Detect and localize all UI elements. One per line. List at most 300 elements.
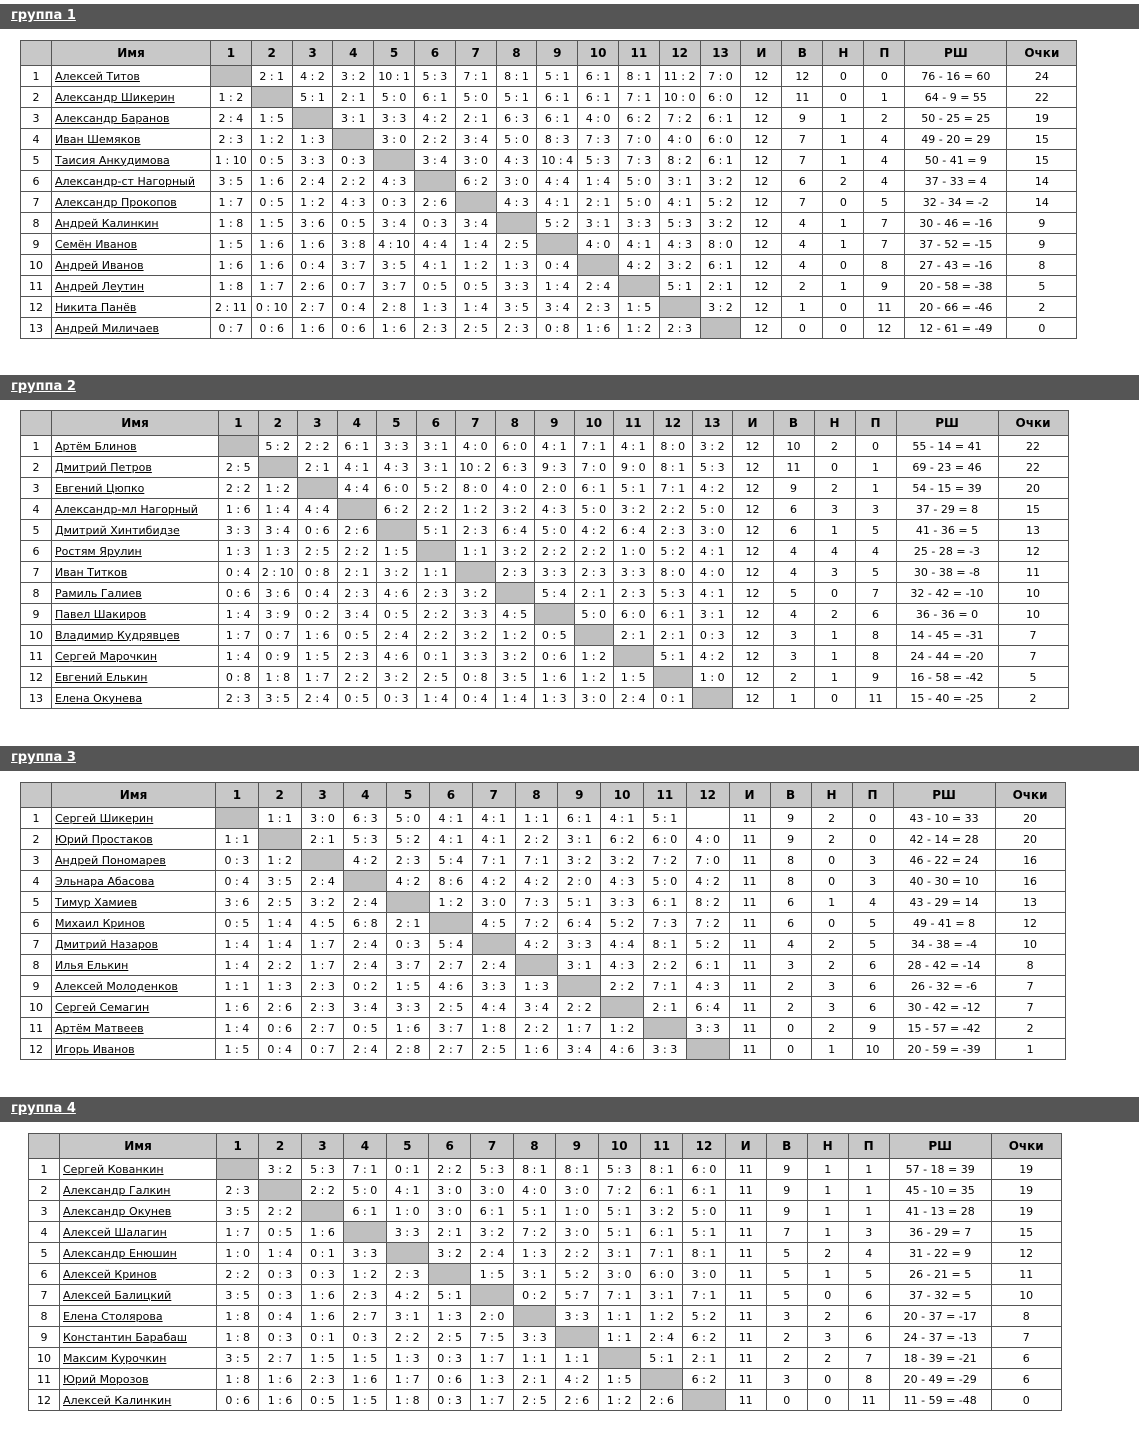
result-cell: 2 : 7 <box>301 1018 344 1039</box>
games-cell: 12 <box>732 688 773 709</box>
points-cell: 6 <box>991 1369 1061 1390</box>
result-cell: 6 : 4 <box>558 913 601 934</box>
losses-cell: 7 <box>864 213 905 234</box>
result-cell: 3 : 3 <box>344 1243 386 1264</box>
games-cell: 11 <box>725 1348 766 1369</box>
opponent-number-header: 1 <box>211 41 252 66</box>
player-name-link[interactable]: Артём Блинов <box>55 439 137 453</box>
group-title-link[interactable]: группа 2 <box>11 379 76 394</box>
result-cell: 4 : 1 <box>472 829 515 850</box>
goal-diff-cell: 15 - 40 = -25 <box>896 688 998 709</box>
result-cell: 1 : 1 <box>556 1348 598 1369</box>
result-cell: 6 : 0 <box>640 1264 682 1285</box>
name-cell <box>60 1390 217 1411</box>
result-cell: 2 : 1 <box>251 66 292 87</box>
result-cell: 1 : 4 <box>578 171 619 192</box>
self-cell <box>558 976 601 997</box>
result-cell: 2 : 2 <box>259 1201 301 1222</box>
draws-cell: 2 <box>811 829 852 850</box>
result-cell: 2 : 3 <box>496 318 537 339</box>
result-cell: 1 : 4 <box>259 1243 301 1264</box>
player-name-link[interactable]: Павел Шакиров <box>55 607 147 621</box>
player-name-link[interactable]: Александр-мл Нагорный <box>55 502 198 516</box>
losses-cell: 6 <box>852 997 893 1018</box>
result-cell: 8 : 3 <box>537 129 578 150</box>
rank-cell: 5 <box>29 1243 60 1264</box>
points-cell: 19 <box>991 1180 1061 1201</box>
losses-cell: 6 <box>852 976 893 997</box>
points-header: Очки <box>995 783 1065 808</box>
result-cell: 10 : 4 <box>537 150 578 171</box>
goal-diff-cell: 57 - 18 = 39 <box>889 1159 991 1180</box>
result-cell: 4 : 0 <box>495 478 535 499</box>
table-row <box>21 213 1077 234</box>
result-cell: 10 : 1 <box>374 66 415 87</box>
result-cell: 4 : 3 <box>377 457 417 478</box>
result-cell: 2 : 4 <box>298 688 338 709</box>
result-cell: 7 : 3 <box>618 150 659 171</box>
self-cell <box>217 1159 259 1180</box>
name-cell <box>60 1348 217 1369</box>
opponent-number-header: 7 <box>456 411 496 436</box>
result-cell: 2 : 2 <box>414 129 455 150</box>
player-name-link[interactable]: Евгений Елькин <box>55 670 148 684</box>
draws-cell: 4 <box>814 541 855 562</box>
group-title-link[interactable]: группа 3 <box>11 750 76 765</box>
games-cell: 11 <box>729 955 770 976</box>
name-cell <box>60 1222 217 1243</box>
result-cell: 1 : 4 <box>537 276 578 297</box>
losses-cell: 10 <box>852 1039 893 1060</box>
result-cell: 2 : 2 <box>515 829 558 850</box>
losses-header: П <box>864 41 905 66</box>
result-cell: 7 : 1 <box>653 478 693 499</box>
result-cell: 3 : 3 <box>556 1306 598 1327</box>
rank-cell: 11 <box>29 1369 60 1390</box>
result-cell: 1 : 7 <box>386 1369 428 1390</box>
self-cell <box>556 1327 598 1348</box>
result-cell: 2 : 2 <box>558 997 601 1018</box>
result-cell: 7 : 3 <box>643 913 686 934</box>
result-cell: 3 : 5 <box>217 1285 259 1306</box>
result-cell: 3 : 2 <box>495 499 535 520</box>
result-cell: 3 : 5 <box>495 667 535 688</box>
player-name-link[interactable]: Александр Галкин <box>63 1183 171 1197</box>
draws-cell: 1 <box>823 276 864 297</box>
result-cell: 2 : 5 <box>496 234 537 255</box>
player-name-link[interactable]: Дмитрий Хинтибидзе <box>55 523 180 537</box>
name-header: Имя <box>52 783 216 808</box>
losses-cell: 8 <box>855 625 896 646</box>
result-cell: 6 : 1 <box>414 87 455 108</box>
result-cell: 1 : 1 <box>598 1327 640 1348</box>
goal-diff-cell: 36 - 29 = 7 <box>889 1222 991 1243</box>
player-name-link[interactable]: Михаил Кринов <box>55 916 145 930</box>
result-cell: 1 : 6 <box>535 667 575 688</box>
rank-cell: 8 <box>21 213 52 234</box>
player-name-link[interactable]: Александр Прокопов <box>55 195 177 209</box>
player-name-link[interactable]: Александр Окунев <box>63 1204 172 1218</box>
result-cell: 1 : 7 <box>301 955 344 976</box>
player-name-link[interactable]: Сергей Семагин <box>55 1000 150 1014</box>
points-cell: 15 <box>991 1222 1061 1243</box>
result-cell: 5 : 1 <box>659 276 700 297</box>
name-cell <box>52 276 211 297</box>
games-cell: 11 <box>729 829 770 850</box>
player-name-link[interactable]: Андрей Миличаев <box>55 321 160 335</box>
losses-cell: 0 <box>855 436 896 457</box>
rank-cell: 10 <box>21 997 52 1018</box>
losses-cell: 4 <box>852 892 893 913</box>
points-cell: 15 <box>998 499 1068 520</box>
table-row <box>29 1285 1062 1306</box>
losses-cell: 3 <box>852 871 893 892</box>
result-cell: 2 : 5 <box>298 541 338 562</box>
result-cell: 5 : 2 <box>416 478 456 499</box>
result-cell: 3 : 4 <box>558 1039 601 1060</box>
wins-cell: 6 <box>773 499 814 520</box>
player-name-link[interactable]: Таисия Анкудимова <box>55 153 170 167</box>
rank-cell: 3 <box>21 850 52 871</box>
games-cell: 12 <box>732 625 773 646</box>
name-cell <box>52 171 211 192</box>
result-cell: 1 : 2 <box>455 255 496 276</box>
self-cell <box>377 520 417 541</box>
result-cell: 1 : 4 <box>416 688 456 709</box>
games-cell: 11 <box>729 850 770 871</box>
opponent-number-header: 10 <box>574 411 614 436</box>
result-cell: 3 : 7 <box>387 955 430 976</box>
result-cell: 5 : 3 <box>659 213 700 234</box>
result-cell: 0 : 6 <box>217 1390 259 1411</box>
group-title-link[interactable]: группа 1 <box>11 8 76 23</box>
name-cell <box>60 1369 217 1390</box>
result-cell: 0 : 5 <box>455 276 496 297</box>
result-cell: 3 : 3 <box>601 892 644 913</box>
result-cell: 0 : 7 <box>333 276 374 297</box>
name-cell <box>52 913 216 934</box>
result-cell: 3 : 0 <box>556 1180 598 1201</box>
draws-cell: 1 <box>823 213 864 234</box>
player-name-link[interactable]: Игорь Иванов <box>55 1042 135 1056</box>
goal-diff-cell: 20 - 66 = -46 <box>905 297 1007 318</box>
result-cell: 2 : 4 <box>472 955 515 976</box>
result-cell: 1 : 2 <box>618 318 659 339</box>
rank-cell: 7 <box>29 1285 60 1306</box>
player-name-link[interactable]: Сергей Марочкин <box>55 649 158 663</box>
result-cell: 2 : 1 <box>643 997 686 1018</box>
result-cell: 2 : 7 <box>429 1039 472 1060</box>
result-cell: 3 : 1 <box>640 1285 682 1306</box>
result-cell: 5 : 2 <box>683 1306 725 1327</box>
goal-diff-cell: 14 - 45 = -31 <box>896 625 998 646</box>
player-name-link[interactable]: Алексей Молоденков <box>55 979 178 993</box>
player-name-link[interactable]: Елена Столярова <box>63 1309 163 1323</box>
result-cell: 0 : 3 <box>259 1264 301 1285</box>
result-cell: 3 : 3 <box>686 1018 729 1039</box>
result-cell: 3 : 6 <box>292 213 333 234</box>
result-cell: 6 : 1 <box>700 150 741 171</box>
result-cell: 4 : 4 <box>298 499 338 520</box>
result-cell: 3 : 3 <box>292 150 333 171</box>
player-name-link[interactable]: Александр Енюшин <box>63 1246 177 1260</box>
result-cell: 9 : 0 <box>614 457 654 478</box>
self-cell <box>428 1264 470 1285</box>
player-name-link[interactable]: Алексей Кринов <box>63 1267 157 1281</box>
player-name-link[interactable]: Андрей Иванов <box>55 258 144 272</box>
opponent-number-header: 12 <box>653 411 693 436</box>
result-cell: 4 : 6 <box>601 1039 644 1060</box>
goal-diff-cell: 37 - 33 = 4 <box>905 171 1007 192</box>
player-name-link[interactable]: Ростям Ярулин <box>55 544 142 558</box>
losses-cell: 5 <box>855 562 896 583</box>
wins-cell: 2 <box>766 1327 807 1348</box>
wins-cell: 4 <box>782 255 823 276</box>
rank-cell: 3 <box>21 478 52 499</box>
goal-diff-cell: 20 - 59 = -39 <box>893 1039 995 1060</box>
player-name-link[interactable]: Юрий Морозов <box>63 1372 149 1386</box>
result-cell: 5 : 3 <box>653 583 693 604</box>
player-name-link[interactable]: Семён Иванов <box>55 237 138 251</box>
result-cell: 6 : 0 <box>614 604 654 625</box>
result-cell: 4 : 3 <box>535 499 575 520</box>
player-name-link[interactable]: Константин Барабаш <box>63 1330 187 1344</box>
result-cell: 1 : 2 <box>251 129 292 150</box>
player-name-link[interactable]: Александр Шикерин <box>55 90 175 104</box>
opponent-number-header: 7 <box>471 1134 513 1159</box>
player-name-link[interactable]: Максим Курочкин <box>63 1351 167 1365</box>
result-cell: 7 : 0 <box>686 850 729 871</box>
result-cell: 6 : 1 <box>700 108 741 129</box>
name-cell <box>52 478 219 499</box>
points-cell: 2 <box>1007 297 1077 318</box>
result-cell: 8 : 6 <box>429 871 472 892</box>
player-name-link[interactable]: Сергей Кованкин <box>63 1162 164 1176</box>
draws-header: Н <box>811 783 852 808</box>
result-cell: 2 : 2 <box>258 955 301 976</box>
result-cell: 1 : 5 <box>387 976 430 997</box>
self-cell <box>456 562 496 583</box>
result-cell: 4 : 3 <box>496 150 537 171</box>
result-cell: 0 : 1 <box>416 646 456 667</box>
wins-cell: 2 <box>770 976 811 997</box>
name-cell <box>52 66 211 87</box>
player-name-link[interactable]: Илья Елькин <box>55 958 129 972</box>
rank-header <box>21 783 52 808</box>
draws-cell: 3 <box>814 562 855 583</box>
result-cell: 0 : 5 <box>337 688 377 709</box>
result-cell: 3 : 1 <box>416 436 456 457</box>
draws-cell: 1 <box>811 1039 852 1060</box>
header-row <box>21 41 1077 66</box>
self-cell <box>472 934 515 955</box>
wins-cell: 2 <box>766 1348 807 1369</box>
rank-cell: 4 <box>21 871 52 892</box>
draws-cell: 0 <box>823 318 864 339</box>
player-name-link[interactable]: Рамиль Галиев <box>55 586 142 600</box>
player-name-link[interactable]: Алексей Шалагин <box>63 1225 167 1239</box>
draws-cell: 2 <box>807 1243 848 1264</box>
player-name-link[interactable]: Сергей Шикерин <box>55 811 154 825</box>
goal-diff-cell: 37 - 52 = -15 <box>905 234 1007 255</box>
result-cell: 4 : 2 <box>686 871 729 892</box>
result-cell: 3 : 8 <box>333 234 374 255</box>
opponent-number-header: 7 <box>455 41 496 66</box>
result-cell: 0 : 3 <box>428 1348 470 1369</box>
points-cell: 7 <box>998 646 1068 667</box>
points-cell: 7 <box>998 625 1068 646</box>
losses-header: П <box>852 783 893 808</box>
player-name-link[interactable]: Евгений Цюпко <box>55 481 145 495</box>
games-cell: 12 <box>732 520 773 541</box>
losses-cell: 4 <box>855 541 896 562</box>
result-cell: 2 : 3 <box>337 646 377 667</box>
player-name-link[interactable]: Тимур Хамиев <box>55 895 138 909</box>
result-cell: 5 : 4 <box>429 850 472 871</box>
goal-diff-cell: 69 - 23 = 46 <box>896 457 998 478</box>
player-name-link[interactable]: Юрий Простаков <box>55 832 153 846</box>
result-cell: 2 : 6 <box>337 520 377 541</box>
result-cell: 2 : 2 <box>653 499 693 520</box>
player-name-link[interactable]: Никита Панёв <box>55 300 137 314</box>
player-name-link[interactable]: Алексей Балицкий <box>63 1288 172 1302</box>
points-cell: 2 <box>995 1018 1065 1039</box>
points-cell: 14 <box>1007 171 1077 192</box>
result-cell: 2 : 4 <box>211 108 252 129</box>
points-cell: 12 <box>995 913 1065 934</box>
draws-cell: 0 <box>811 850 852 871</box>
losses-cell: 6 <box>848 1285 889 1306</box>
result-cell: 2 : 2 <box>574 541 614 562</box>
result-cell: 0 : 7 <box>211 318 252 339</box>
losses-cell: 6 <box>852 955 893 976</box>
result-cell: 2 : 7 <box>429 955 472 976</box>
result-cell: 4 : 2 <box>386 1285 428 1306</box>
name-cell <box>52 625 219 646</box>
rank-cell: 9 <box>21 976 52 997</box>
table-row <box>29 1306 1062 1327</box>
result-cell: 2 : 2 <box>416 499 456 520</box>
result-cell: 5 : 2 <box>686 934 729 955</box>
points-cell: 20 <box>995 808 1065 829</box>
player-name-link[interactable]: Андрей Калинкин <box>55 216 159 230</box>
result-cell: 5 : 3 <box>471 1159 513 1180</box>
player-name-link[interactable]: Алексей Титов <box>55 69 140 83</box>
result-cell: 6 : 1 <box>686 955 729 976</box>
table-row <box>21 955 1066 976</box>
result-cell: 2 : 6 <box>292 276 333 297</box>
result-cell: 4 : 10 <box>374 234 415 255</box>
losses-cell: 8 <box>848 1369 889 1390</box>
self-cell <box>374 150 415 171</box>
result-cell: 3 : 3 <box>496 276 537 297</box>
player-name-link[interactable]: Дмитрий Назаров <box>55 937 159 951</box>
player-name-link[interactable]: Елена Окунева <box>55 691 143 705</box>
losses-cell: 0 <box>852 808 893 829</box>
result-cell: 4 : 5 <box>495 604 535 625</box>
result-cell: 1 : 3 <box>496 255 537 276</box>
result-cell: 1 : 6 <box>344 1369 386 1390</box>
self-cell <box>292 108 333 129</box>
self-cell <box>333 129 374 150</box>
result-cell: 8 : 1 <box>496 66 537 87</box>
result-cell: 1 : 7 <box>471 1390 513 1411</box>
table-row <box>21 1039 1066 1060</box>
goal-diff-cell: 49 - 41 = 8 <box>893 913 995 934</box>
result-cell: 4 : 1 <box>414 255 455 276</box>
result-cell: 1 : 5 <box>614 667 654 688</box>
player-name-link[interactable]: Дмитрий Петров <box>55 460 152 474</box>
player-name-link[interactable]: Андрей Леутин <box>55 279 145 293</box>
result-cell: 3 : 7 <box>429 1018 472 1039</box>
rank-cell: 13 <box>21 318 52 339</box>
player-name-link[interactable]: Эльнара Абасова <box>55 874 155 888</box>
self-cell <box>386 1243 428 1264</box>
result-cell: 0 : 5 <box>535 625 575 646</box>
result-cell: 2 : 4 <box>344 934 387 955</box>
result-cell: 1 : 2 <box>574 646 614 667</box>
result-cell: 2 : 6 <box>414 192 455 213</box>
table-row <box>29 1327 1062 1348</box>
opponent-number-header: 10 <box>598 1134 640 1159</box>
result-cell: 0 : 5 <box>259 1222 301 1243</box>
goal-diff-cell: 43 - 10 = 33 <box>893 808 995 829</box>
result-cell: 2 : 1 <box>700 276 741 297</box>
player-name-link[interactable]: Иван Шемяков <box>55 132 141 146</box>
opponent-number-header: 2 <box>259 1134 301 1159</box>
result-cell: 2 : 2 <box>337 667 377 688</box>
wins-cell: 5 <box>766 1285 807 1306</box>
player-name-link[interactable]: Иван Титков <box>55 565 128 579</box>
result-cell: 7 : 1 <box>640 1243 682 1264</box>
result-cell: 0 : 1 <box>301 1327 343 1348</box>
losses-cell: 8 <box>864 255 905 276</box>
result-cell: 3 : 3 <box>614 562 654 583</box>
points-cell: 13 <box>998 520 1068 541</box>
name-cell <box>52 87 211 108</box>
points-cell: 13 <box>995 892 1065 913</box>
player-name-link[interactable]: Владимир Кудрявцев <box>55 628 180 642</box>
result-cell: 3 : 4 <box>258 520 298 541</box>
wins-cell: 9 <box>766 1201 807 1222</box>
goal-diff-cell: 16 - 58 = -42 <box>896 667 998 688</box>
result-cell: 4 : 0 <box>578 234 619 255</box>
draws-cell: 1 <box>807 1180 848 1201</box>
table-row <box>29 1201 1062 1222</box>
group-title-link[interactable]: группа 4 <box>11 1101 76 1116</box>
player-name-link[interactable]: Артём Матвеев <box>55 1021 144 1035</box>
draws-cell: 0 <box>814 583 855 604</box>
self-cell <box>301 850 344 871</box>
result-cell: 0 : 1 <box>653 688 693 709</box>
result-cell: 4 : 0 <box>578 108 619 129</box>
self-cell <box>693 688 733 709</box>
player-name-link[interactable]: Александр-ст Нагорный <box>55 174 195 188</box>
result-cell: 4 : 2 <box>387 871 430 892</box>
player-name-link[interactable]: Алексей Калинкин <box>63 1393 172 1407</box>
draws-cell: 3 <box>814 499 855 520</box>
result-cell: 1 : 1 <box>456 541 496 562</box>
result-cell: 5 : 1 <box>643 808 686 829</box>
result-cell: 1 : 8 <box>211 213 252 234</box>
result-cell: 7 : 1 <box>574 436 614 457</box>
player-name-link[interactable]: Александр Баранов <box>55 111 170 125</box>
draws-cell: 0 <box>807 1369 848 1390</box>
name-cell <box>60 1306 217 1327</box>
goal-diff-cell: 37 - 29 = 8 <box>896 499 998 520</box>
goal-diff-cell: 28 - 42 = -14 <box>893 955 995 976</box>
player-name-link[interactable]: Андрей Пономарев <box>55 853 166 867</box>
